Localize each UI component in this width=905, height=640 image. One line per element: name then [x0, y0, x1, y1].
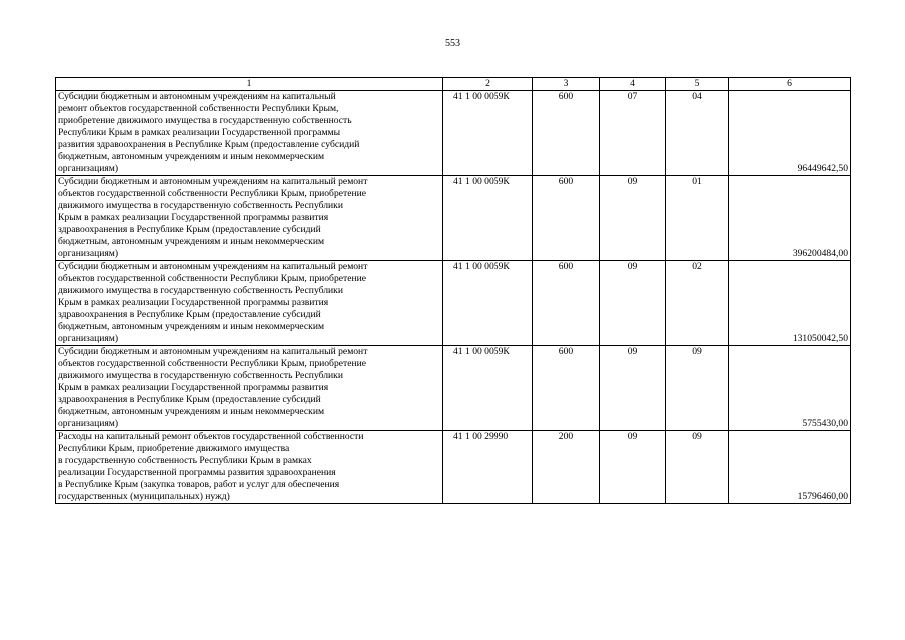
row-code: 41 1 00 0059К: [443, 346, 533, 431]
row-amount: 131050042,50: [729, 261, 851, 346]
table-row: [56, 91, 851, 176]
row-amount: 96449642,50: [729, 91, 851, 176]
table-row: [56, 431, 851, 504]
header-col-1: 1: [56, 78, 443, 91]
row-col-3: 200: [533, 431, 600, 504]
header-col-6: 6: [729, 78, 851, 91]
row-col-5: 04: [666, 91, 729, 176]
row-col-5: 02: [666, 261, 729, 346]
row-col-4: 09: [600, 346, 666, 431]
row-col-3: 600: [533, 176, 600, 261]
row-col-4: 07: [600, 91, 666, 176]
row-col-4: 09: [600, 431, 666, 504]
row-description: Субсидии бюджетным и автономным учреждениям на капитальный ремонт объектов государственной собственности Республики Крым, приобретение движимого имущества в государственную собственность Республики Крым в рамках реализации Государственной программы развития здравоохранения в Республике Крым (предоставление субсидий бюджетным, автономным учреждениям и иным некоммерческим организациям): [56, 261, 443, 346]
row-code: 41 1 00 0059К: [443, 261, 533, 346]
row-col-5: 09: [666, 346, 729, 431]
table-row: [56, 346, 851, 431]
header-col-3: 3: [533, 78, 600, 91]
table-row: [56, 176, 851, 261]
row-col-4: 09: [600, 261, 666, 346]
row-col-5: 09: [666, 431, 729, 504]
row-description: Расходы на капитальный ремонт объектов государственной собственности Республики Крым, приобретение движимого имущества в государственную собственность Республики Крым в рамках реализации Государственной программы развития здравоохранения в Республике Крым (закупка товаров, работ и услуг для обеспечения государственных (муниципальных) нужд): [56, 431, 443, 504]
header-row: [56, 78, 851, 91]
row-amount: 396200484,00: [729, 176, 851, 261]
row-code: 41 1 00 29990: [443, 431, 533, 504]
row-col-4: 09: [600, 176, 666, 261]
row-col-5: 01: [666, 176, 729, 261]
header-col-2: 2: [443, 78, 533, 91]
row-col-3: 600: [533, 346, 600, 431]
row-amount: 5755430,00: [729, 346, 851, 431]
row-code: 41 1 00 0059К: [443, 91, 533, 176]
row-description: Субсидии бюджетным и автономным учреждениям на капитальный ремонт объектов государственной собственности Республики Крым, приобретение движимого имущества в государственную собственность Республики Крым в рамках реализации Государственной программы развития здравоохранения в Республике Крым (предоставление субсидий бюджетным, автономным учреждениям и иным некоммерческим организациям): [56, 176, 443, 261]
header-col-4: 4: [600, 78, 666, 91]
row-col-3: 600: [533, 261, 600, 346]
budget-table: [55, 77, 851, 504]
row-description: Субсидии бюджетным и автономным учреждениям на капитальный ремонт объектов государственной собственности Республики Крым, приобретение движимого имущества в государственную собственность Республики Крым в рамках реализации Государственной программы развития здравоохранения в Республике Крым (предоставление субсидий бюджетным, автономным учреждениям и иным некоммерческим организациям): [56, 346, 443, 431]
page-number: 553: [445, 38, 460, 49]
row-description: Субсидии бюджетным и автономным учреждениям на капитальный ремонт объектов государственной собственности Республики Крым, приобретение движимого имущества в государственную собственность Республики Крым в рамках реализации Государственной программы развития здравоохранения в Республике Крым (предоставление субсидий бюджетным, автономным учреждениям и иным некоммерческим организациям): [56, 91, 443, 176]
row-code: 41 1 00 0059К: [443, 176, 533, 261]
row-col-3: 600: [533, 91, 600, 176]
table-row: [56, 261, 851, 346]
header-col-5: 5: [666, 78, 729, 91]
row-amount: 15796460,00: [729, 431, 851, 504]
